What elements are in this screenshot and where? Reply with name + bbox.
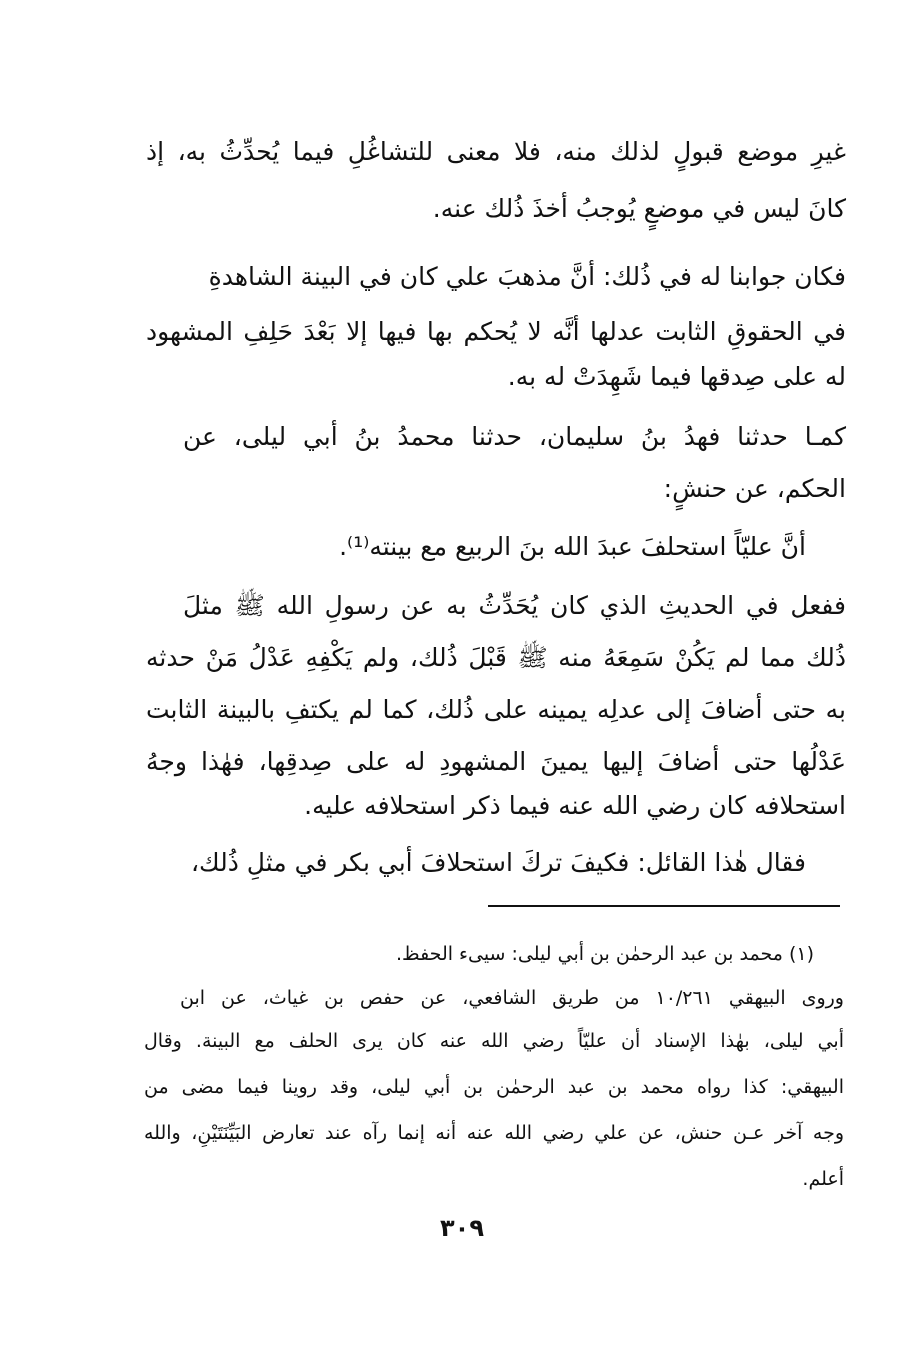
body-line: به حتى أضافَ إلى عدلِه يمينه على ذُلك، كما لم يكتفِ بالبينة الثابت	[146, 695, 846, 724]
body-line: في الحقوقِ الثابت عدلها أنَّه لا يُحكم بها فيها إلا بَعْدَ حَلِفِ المشهود	[146, 317, 846, 346]
body-line: استحلافه كان رضي الله عنه فيما ذكر استحلافه عليه.	[304, 791, 846, 820]
page-number: ٣٠٩	[440, 1214, 484, 1242]
footnote-line: البيهقي: كذا رواه محمد بن عبد الرحمٰن بن أبي ليلى، وقد روينا فيما مضى من	[144, 1076, 844, 1098]
body-line: فقال هٰذا القائل: فكيفَ تركَ استحلافَ أبي بكر في مثلِ ذُلك،	[190, 848, 806, 877]
footnote-line: أبي ليلى، بهٰذا الإسناد أن عليّاً رضي الله عنه كان يرى الحلف مع البينة. وقال	[144, 1030, 844, 1052]
body-line: ففعل في الحديثِ الذي كان يُحَدِّثُ به عن رسولِ الله ﷺ مثلَ	[183, 591, 846, 620]
body-line: كمـا حدثنا فهدُ بنُ سليمان، حدثنا محمدُ بنُ أبي ليلى، عن	[183, 422, 846, 451]
body-line: ذُلك مما لم يَكُنْ سَمِعَهُ منه ﷺ قَبْلَ ذُلك، ولم يَكْفِهِ عَدْلُ مَنْ حدثه	[146, 643, 846, 672]
footnote-line: (١) محمد بن عبد الرحمٰن بن أبي ليلى: سيىء الحفظ.	[396, 943, 814, 965]
body-line: عَدْلُها حتى أضافَ إليها يمينَ المشهودِ له على صِدقِها، فهٰذا وجهُ	[146, 747, 846, 776]
footnote-line: وروى البيهقي ١٠/٢٦١ من طريق الشافعي، عن حفص بن غياث، عن ابن	[180, 987, 844, 1009]
hadith-text: أنَّ عليّاً استحلفَ عبدَ الله بنَ الربيع مع بينته⁽¹⁾.	[339, 532, 806, 561]
footnote-line: وجه آخر عـن حنش، عن علي رضي الله عنه أنه إنما رآه عند تعارض البَيِّنَتَيْنِ، والله	[144, 1122, 844, 1144]
body-line: الحكم، عن حنشٍ:	[663, 474, 846, 503]
body-line: له على صِدقها فيما شَهِدَتْ له به.	[507, 362, 846, 391]
footnote-separator	[488, 905, 840, 907]
body-line: كانَ ليس في موضعٍ يُوجبُ أخذَ ذُلك عنه.	[432, 194, 846, 223]
body-line: فكان جوابنا له في ذُلك: أنَّ مذهبَ علي كان في البينة الشاهدةِ	[208, 262, 846, 291]
body-line: غيرِ موضع قبولٍ لذلك منه، فلا معنى للتشاغُلِ فيما يُحدِّثُ به، إذ	[146, 137, 846, 166]
footnote-line: أعلم.	[802, 1168, 844, 1190]
